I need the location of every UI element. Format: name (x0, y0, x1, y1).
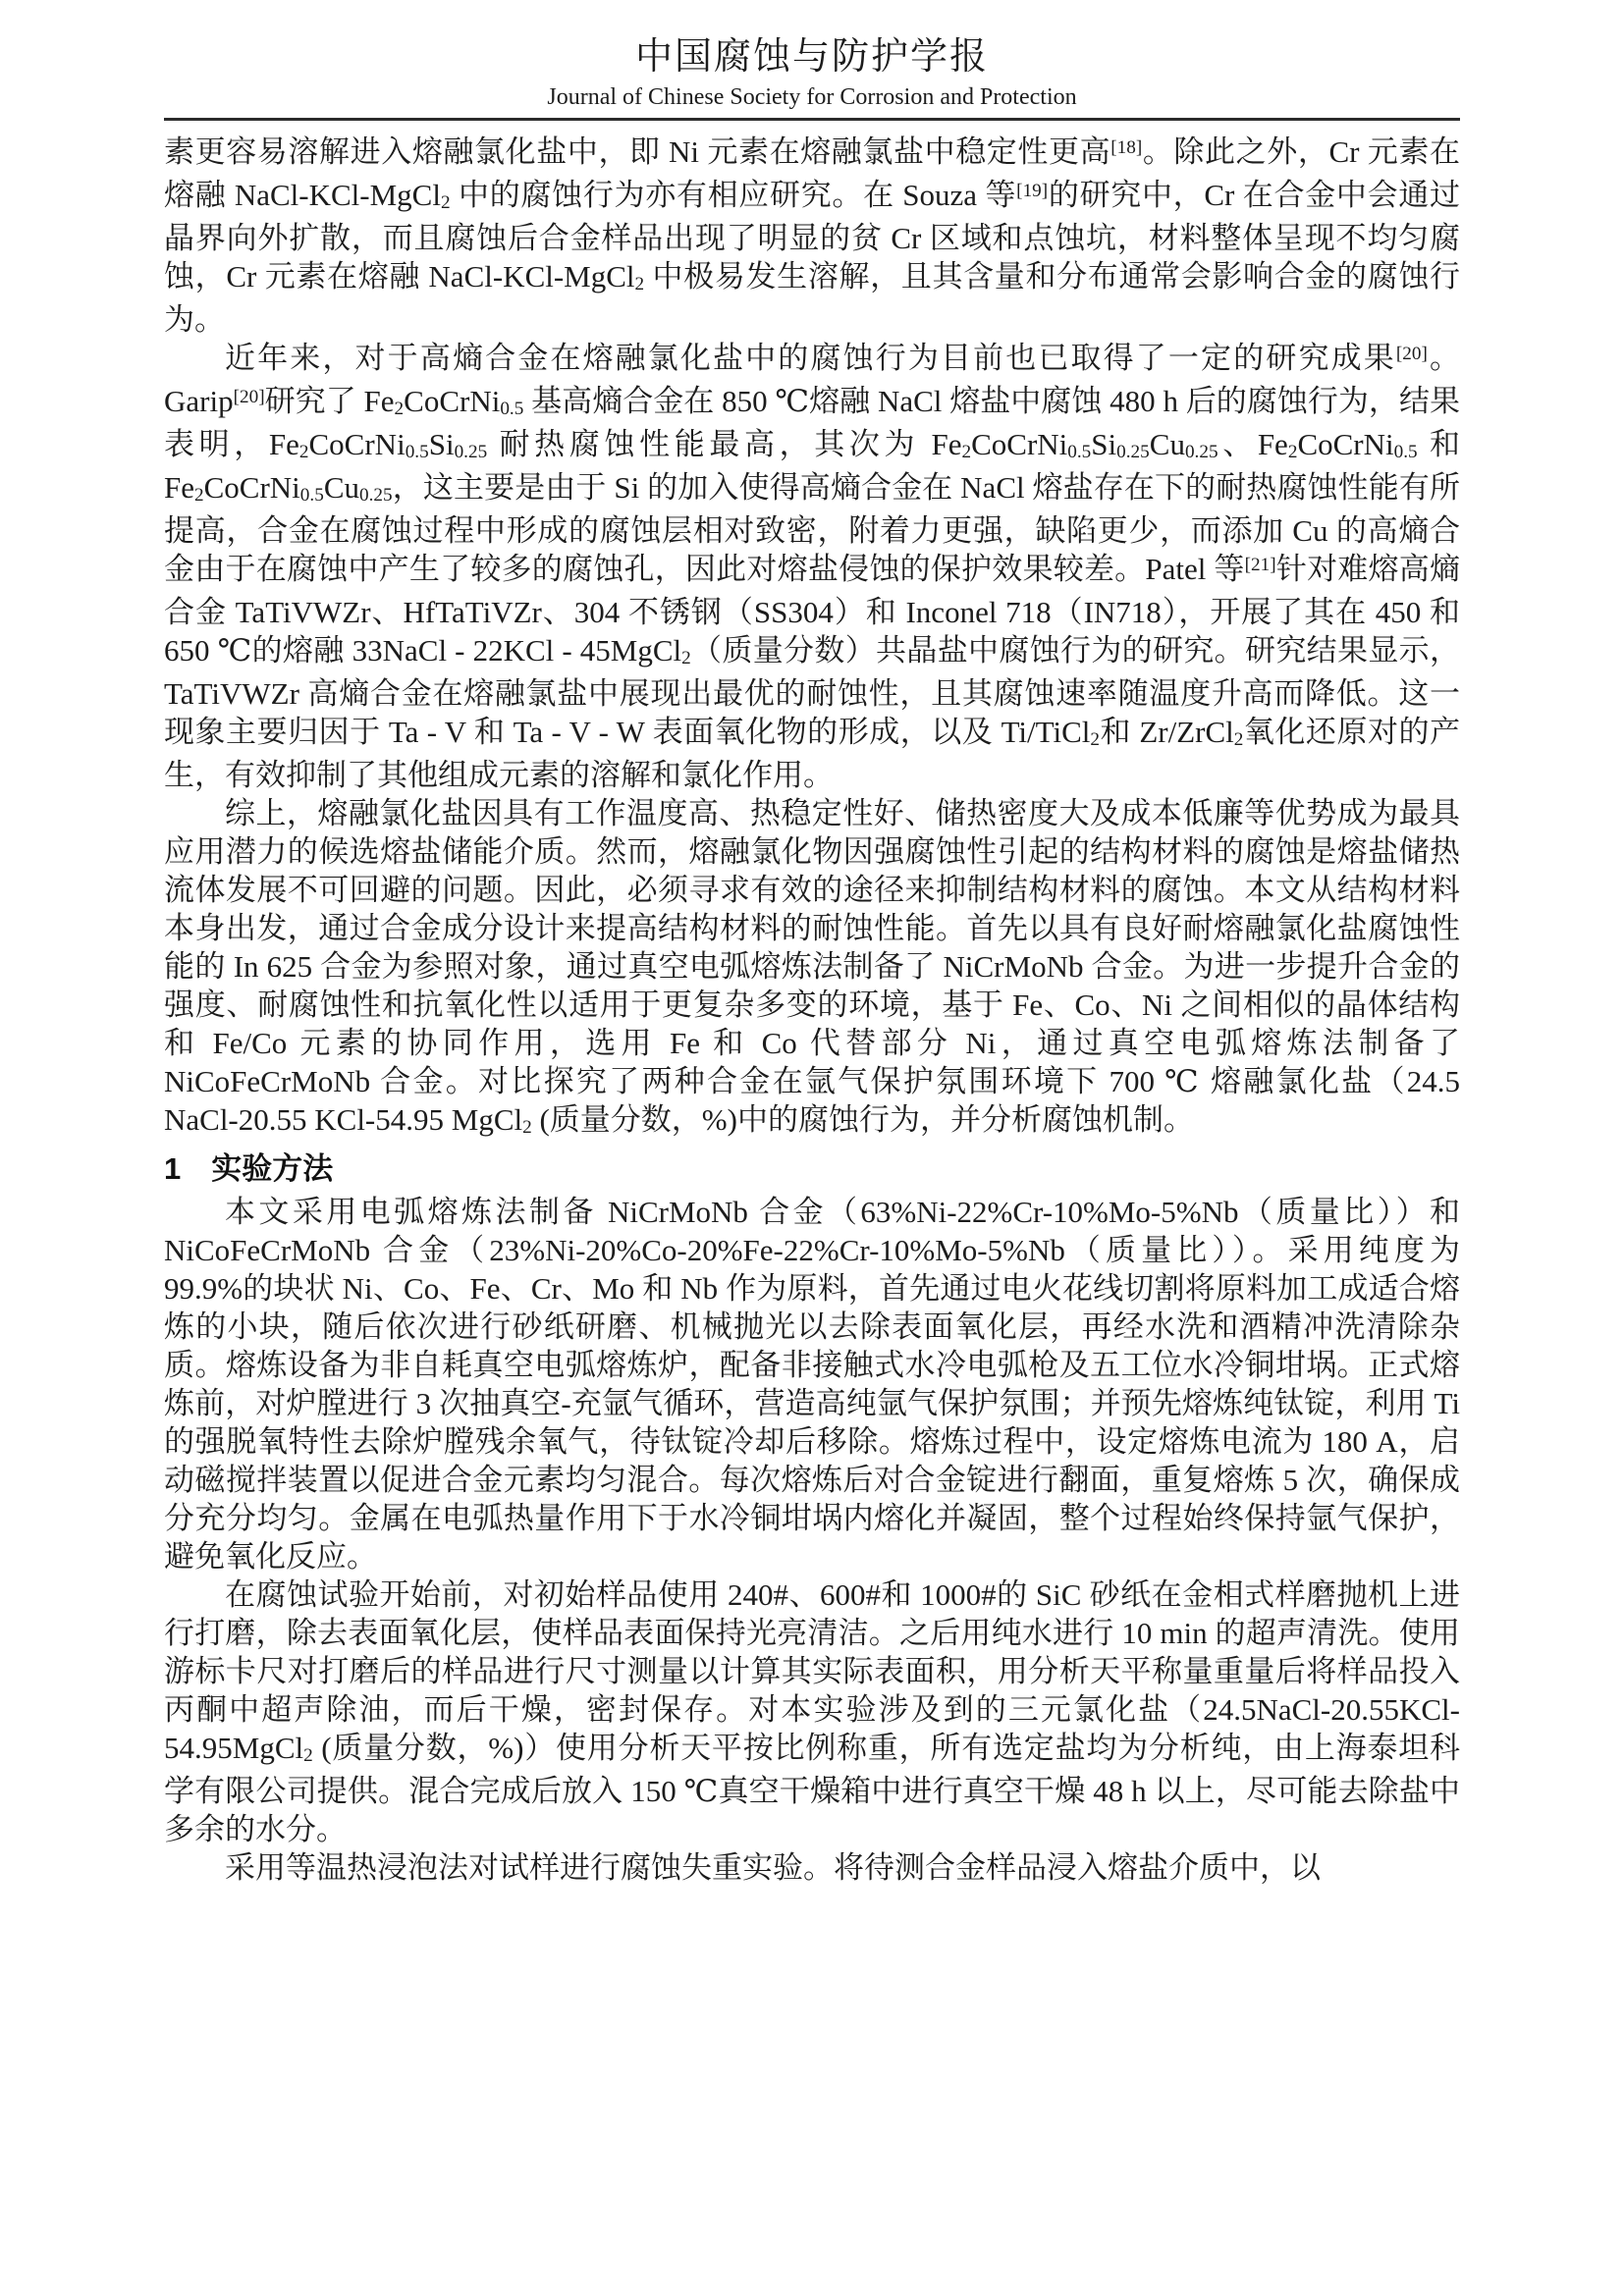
subscript: 0.25 (1116, 442, 1150, 463)
superscript-reference: [20] (1395, 344, 1428, 365)
journal-title-cn: 中国腐蚀与防护学报 (634, 36, 989, 78)
journal-title-en: Journal of Chinese Society for Corrosion and Protection (547, 84, 1077, 110)
subscript: 0.5 (299, 485, 324, 507)
subscript: 2 (681, 648, 691, 669)
paragraph: 采用等温热浸泡法对试样进行腐蚀失重实验。将待测合金样品浸入熔盐介质中，以 (225, 1850, 1321, 1885)
paragraph: 近年来，对于高熵合金在熔融氯化盐中的腐蚀行为目前也已取得了一定的研究成果[20]。Garip[20]研究了 $Fe_2CoCrNi_{0.5}$ 基高熵合金在 850 ℃熔融 NaCl 熔盐中腐蚀 480 h 后的腐蚀行为，结果表明，$Fe_2CoCrNi_{0.5}Si_{0.25}$ 耐热腐蚀性能最高，其次为 $Fe_2CoCrNi_{0.5}Si_{0.25}Cu_{0.25}$、$Fe_2CoCrNi_{0.5}$ 和 $Fe_2CoCrNi_{0.5}Cu_{0.25}$，这主要是由于 Si 的加入使得高熵合金在 NaCl 熔盐存在下的耐热腐蚀性能有所提高，合金在腐蚀过程中形成的腐蚀层相对致密，附着力更强，缺陷更少，而添加 Cu 的高熵合金由于在腐蚀中产生了较多的腐蚀孔，因此对熔盐侵蚀的保护效果较差。Patel 等[21]针对难熔高熵合金 TaTiVWZr、HfTaTiVZr、304 不锈钢（SS304）和 Inconel 718（IN718），开展了其在 450 和 650 ℃的熔融 33NaCl - 22KCl - 45MgCl$_2$（质量分数）共晶盐中腐蚀行为的研究。研究结果显示，TaTiVWZr 高熵合金在熔融氯盐中展现出最优的耐蚀性，且其腐蚀速率随温度升高而降低。这一现象主要归因于 Ta - V 和 Ta - V - W 表面氧化物的形成，以及 Ti/TiCl$_2$和 Zr/ZrCl$_2$氧化还原对的产生，有效抑制了其他组成元素的溶解和氯化作用。 (164, 341, 1461, 792)
superscript-reference: [19] (1016, 181, 1049, 202)
section-heading: 1 实验方法 (164, 1151, 334, 1186)
subscript: 2 (194, 485, 204, 507)
subscript: 0.5 (500, 399, 524, 420)
subscript: 0.25 (1184, 442, 1218, 463)
subscript: 0.5 (1393, 442, 1418, 463)
subscript: 0.25 (359, 485, 393, 507)
paragraph: 本文采用电弧熔炼法制备 NiCrMoNb 合金（63%Ni-22%Cr-10%Mo-5%Nb（质量比））和 NiCoFeCrMoNb 合金（23%Ni-20%Co-20%Fe-22%Cr-10%Mo-5%Nb（质量比））。采用纯度为 99.9%的块状 Ni、Co、Fe、Cr、Mo 和 Nb 作为原料，首先通过电火花线切割将原料加工成适合熔炼的小块，随后依次进行砂纸研磨、机械抛光以去除表面氧化层，再经水洗和酒精冲洗清除杂质。熔炼设备为非自耗真空电弧熔炼炉，配备非接触式水冷电弧枪及五工位水冷铜坩埚。正式熔炼前，对炉膛进行 3 次抽真空-充氩气循环，营造高纯氩气保护氛围；并预先熔炼纯钛锭，利用 Ti 的强脱氧特性去除炉膛残余氧气，待钛锭冷却后移除。熔炼过程中，设定熔炼电流为 180 A，启动磁搅拌装置以促进合金元素均匀混合。每次熔炼后对合金锭进行翻面，重复熔炼 5 次，确保成分充分均匀。金属在电弧热量作用下于水冷铜坩埚内熔化并凝固，整个过程始终保持氩气保护，避免氧化反应。 (164, 1195, 1460, 1574)
document-body (164, 133, 1460, 1887)
superscript-reference: [21] (1244, 555, 1276, 576)
subscript: 2 (634, 274, 645, 295)
subscript: 0.5 (405, 442, 429, 463)
subscript: 2 (1090, 729, 1101, 751)
subscript: 2 (298, 442, 309, 463)
subscript: 2 (522, 1117, 532, 1139)
paragraph: 在腐蚀试验开始前，对初始样品使用 240#、600#和 1000#的 SiC 砂纸在金相式样磨抛机上进行打磨，除去表面氧化层，使样品表面保持光亮清洁。之后用纯水进行 10 min 的超声清洗。使用游标卡尺对打磨后的样品进行尺寸测量以计算其实际表面积，用分析天平称量重量后将样品投入丙酮中超声除油，而后干燥，密封保存。对本实验涉及到的三元氯化盐（24.5NaCl-20.55KCl-54.95MgCl$_2$ (质量分数，%)）使用分析天平按比例称重，所有选定盐均为分析纯，由上海泰坦科学有限公司提供。混合完成后放入 150 ℃真空干燥箱中进行真空干燥 48 h 以上，尽可能去除盐中多余的水分。 (164, 1577, 1460, 1846)
superscript-reference: [20] (233, 387, 265, 408)
superscript-reference: [18] (1110, 137, 1143, 159)
subscript: 2 (1233, 729, 1244, 751)
paragraph: 综上，熔融氯化盐因具有工作温度高、热稳定性好、储热密度大及成本低廉等优势成为最具应用潜力的候选熔盐储能介质。然而，熔融氯化物因强腐蚀性引起的结构材料的腐蚀是熔盐储热流体发展不可回避的问题。因此，必须寻求有效的途径来抑制结构材料的腐蚀。本文从结构材料本身出发，通过合金成分设计来提高结构材料的耐蚀性能。首先以具有良好耐熔融氯化盐腐蚀性能的 In 625 合金为参照对象，通过真空电弧熔炼法制备了 NiCrMoNb 合金。为进一步提升合金的强度、耐腐蚀性和抗氧化性以适用于更复杂多变的环境，基于 Fe、Co、Ni 之间相似的晶体结构和 Fe/Co 元素的协同作用，选用 Fe 和 Co 代替部分 Ni，通过真空电弧熔炼法制备了 NiCoFeCrMoNb 合金。对比探究了两种合金在氩气保护氛围环境下 700 ℃ 熔融氯化盐（24.5 NaCl-20.55 KCl-54.95 MgCl$_2$ (质量分数，%)中的腐蚀行为，并分析腐蚀机制。 (164, 796, 1460, 1139)
paragraph: 素更容易溶解进入熔融氯化盐中，即 Ni 元素在熔融氯盐中稳定性更高[18]。除此之外，Cr 元素在熔融 NaCl-KCl-MgCl$_2$ 中的腐蚀行为亦有相应研究。在 Souza 等[19]的研究中，Cr 在合金中会通过晶界向外扩散，而且腐蚀后合金样品出现了明显的贫 Cr 区域和点蚀坑，材料整体呈现不均匀腐蚀，Cr 元素在熔融 NaCl-KCl-MgCl$_2$ 中极易发生溶解，且其含量和分布通常会影响合金的腐蚀行为。 (164, 134, 1461, 337)
subscript: 2 (394, 399, 405, 420)
subscript: 2 (303, 1745, 313, 1767)
journal-header (164, 33, 1460, 112)
subscript: 2 (961, 442, 972, 463)
subscript: 2 (1287, 442, 1298, 463)
header-rule (164, 118, 1460, 121)
subscript: 2 (440, 192, 451, 214)
subscript: 0.25 (454, 442, 488, 463)
subscript: 0.5 (1067, 442, 1092, 463)
